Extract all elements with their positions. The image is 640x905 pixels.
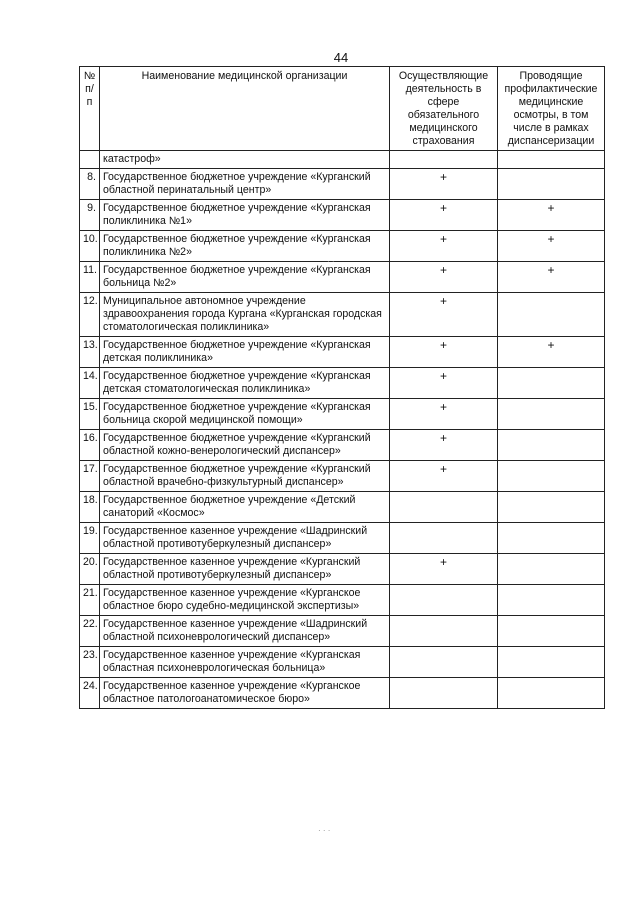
row-oms-mark: + (390, 262, 498, 293)
row-name: Государственное казенное учреждение «Шадринский областной психоневрологический диспансер» (100, 616, 390, 647)
row-oms-mark: + (390, 399, 498, 430)
row-num: 23. (80, 647, 100, 678)
table-row (80, 200, 605, 231)
row-oms-mark (390, 616, 498, 647)
table-row (80, 399, 605, 430)
row-num: 14. (80, 368, 100, 399)
row-num: 15. (80, 399, 100, 430)
row-prof-mark (498, 430, 605, 461)
row-oms-mark (390, 492, 498, 523)
row-name: Государственное бюджетное учреждение «Курганская больница №2» (100, 262, 390, 293)
header-prof: Проводящие профилактические медицинские осмотры, в том числе в рамках диспансеризации (498, 67, 605, 151)
table-row (80, 647, 605, 678)
row-name: Государственное бюджетное учреждение «Курганская поликлиника №2» (100, 231, 390, 262)
table-row (80, 678, 605, 709)
table-row (80, 262, 605, 293)
row-prof-mark (498, 169, 605, 200)
row-oms-mark (390, 678, 498, 709)
row-name: Государственное бюджетное учреждение «Курганская детская поликлиника» (100, 337, 390, 368)
row-name: Государственное бюджетное учреждение «Курганская поликлиника №1» (100, 200, 390, 231)
row-oms-mark: + (390, 337, 498, 368)
row-prof-mark (498, 293, 605, 337)
table-row (80, 231, 605, 262)
row-oms-mark: + (390, 231, 498, 262)
page-number: 44 (333, 50, 349, 65)
table-header-row (80, 67, 605, 151)
row-num: 19. (80, 523, 100, 554)
table-row (80, 430, 605, 461)
row-name: Государственное бюджетное учреждение «Курганский областной врачебно-физкультурный диспансер» (100, 461, 390, 492)
row-name: Государственное казенное учреждение «Курганская областная психоневрологическая больница» (100, 647, 390, 678)
row-prof-mark (498, 523, 605, 554)
row-num: 22. (80, 616, 100, 647)
row-oms-mark (390, 585, 498, 616)
row-name: Государственное бюджетное учреждение «Курганская больница скорой медицинской помощи» (100, 399, 390, 430)
row-prof-mark (498, 151, 605, 169)
row-num: 12. (80, 293, 100, 337)
row-num: 16. (80, 430, 100, 461)
scan-speck: · · (327, 257, 335, 266)
row-num: 21. (80, 585, 100, 616)
row-oms-mark: + (390, 368, 498, 399)
row-num: 10. (80, 231, 100, 262)
table-row (80, 293, 605, 337)
row-oms-mark (390, 647, 498, 678)
row-num: 18. (80, 492, 100, 523)
row-prof-mark: + (498, 337, 605, 368)
header-num: № п/п (80, 67, 100, 151)
table-row (80, 169, 605, 200)
row-prof-mark (498, 461, 605, 492)
row-num: 20. (80, 554, 100, 585)
row-prof-mark (498, 616, 605, 647)
row-name: Государственное бюджетное учреждение «Курганский областной перинатальный центр» (100, 169, 390, 200)
row-name: Государственное казенное учреждение «Курганское областное бюро судебно-медицинской экспертизы» (100, 585, 390, 616)
row-name: Государственное казенное учреждение «Курганский областной противотуберкулезный диспансер» (100, 554, 390, 585)
scan-speck: · · · (318, 826, 331, 835)
row-num: 13. (80, 337, 100, 368)
table-row (80, 616, 605, 647)
row-num: 17. (80, 461, 100, 492)
row-oms-mark: + (390, 554, 498, 585)
row-name: Государственное бюджетное учреждение «Курганская детская стоматологическая поликлиника» (100, 368, 390, 399)
row-oms-mark (390, 151, 498, 169)
row-oms-mark: + (390, 169, 498, 200)
table-row (80, 151, 605, 169)
table-row (80, 368, 605, 399)
row-oms-mark (390, 523, 498, 554)
row-prof-mark: + (498, 262, 605, 293)
table-row (80, 492, 605, 523)
row-oms-mark: + (390, 200, 498, 231)
row-prof-mark (498, 368, 605, 399)
table-row (80, 461, 605, 492)
medical-organizations-table (79, 66, 605, 709)
row-num (80, 151, 100, 169)
row-oms-mark: + (390, 293, 498, 337)
table-body (80, 151, 605, 709)
row-name: катастроф» (100, 151, 390, 169)
row-prof-mark (498, 678, 605, 709)
header-oms: Осуществляющие деятельность в сфере обязательного медицинского страхования (390, 67, 498, 151)
table-row (80, 585, 605, 616)
row-prof-mark: + (498, 231, 605, 262)
row-name: Государственное бюджетное учреждение «Курганский областной кожно-венерологический диспансер» (100, 430, 390, 461)
row-num: 11. (80, 262, 100, 293)
row-prof-mark (498, 492, 605, 523)
row-prof-mark (498, 585, 605, 616)
header-name: Наименование медицинской организации (100, 67, 390, 151)
row-name: Государственное бюджетное учреждение «Детский санаторий «Космос» (100, 492, 390, 523)
row-oms-mark: + (390, 430, 498, 461)
table-row (80, 337, 605, 368)
row-name: Муниципальное автономное учреждение здравоохранения города Кургана «Курганская городская стоматологическая поликлиника» (100, 293, 390, 337)
row-name: Государственное казенное учреждение «Шадринский областной противотуберкулезный диспансер» (100, 523, 390, 554)
row-name: Государственное казенное учреждение «Курганское областное патологоанатомическое бюро» (100, 678, 390, 709)
row-prof-mark (498, 647, 605, 678)
row-oms-mark: + (390, 461, 498, 492)
row-num: 8. (80, 169, 100, 200)
table-row (80, 523, 605, 554)
row-num: 24. (80, 678, 100, 709)
row-num: 9. (80, 200, 100, 231)
table-row (80, 554, 605, 585)
row-prof-mark (498, 554, 605, 585)
row-prof-mark (498, 399, 605, 430)
row-prof-mark: + (498, 200, 605, 231)
